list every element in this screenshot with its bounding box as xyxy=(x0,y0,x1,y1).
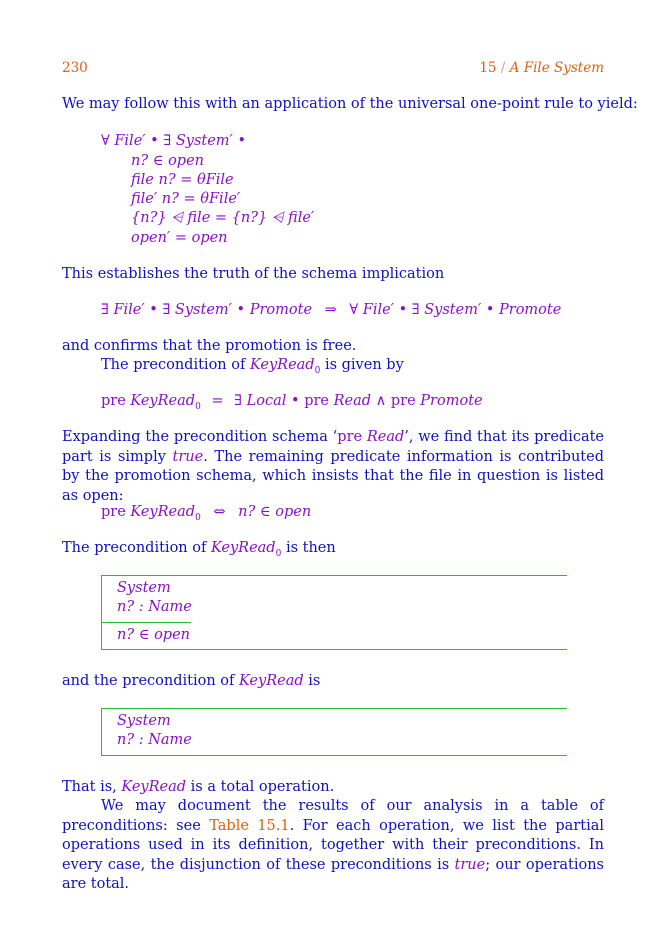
paragraph-9 xyxy=(62,797,604,895)
implies-symbol: ⇒ xyxy=(324,302,337,318)
p9-text-c: ; our operations are total. xyxy=(62,856,604,892)
pre-keyword: pre xyxy=(101,393,126,409)
keyread-name: KeyRead xyxy=(121,779,187,795)
subscript: 0 xyxy=(195,401,201,412)
schema1-top-border xyxy=(101,575,567,576)
pre-keyword: pre xyxy=(101,504,126,520)
formula1-line-1: n? ∈ open xyxy=(131,153,204,169)
keyread-name: KeyRead xyxy=(210,540,276,556)
iff-symbol: ⇔ xyxy=(213,504,226,520)
p6-text-a: The precondition of xyxy=(62,540,211,556)
true-word: true xyxy=(172,448,204,465)
p8-text-b: is a total operation. xyxy=(186,779,335,795)
schema1-decl-system: System xyxy=(117,580,171,596)
formula1-line-3: file′ n? = θFile′ xyxy=(131,191,241,207)
schema1-predicate: n? ∈ open xyxy=(117,627,190,643)
table-reference-link[interactable]: Table 15.1 xyxy=(209,817,290,834)
subscript: 0 xyxy=(275,548,282,559)
keyread-name: KeyRead xyxy=(249,357,315,373)
p5-text-a: Expanding the precondition schema ‘ xyxy=(62,429,338,445)
chapter-separator: / xyxy=(500,60,506,76)
running-header xyxy=(479,60,604,76)
paragraph-5 xyxy=(62,428,604,506)
p5-text-c: . The remaining predicate information is contributed by the promotion schema, which insists that the file in question is listed as open: xyxy=(62,448,604,504)
p9-text-b: . For each operation, we list the partial operations used in its definition, together with their preconditions. In every case, the disjunction of these preconditions is xyxy=(62,817,604,873)
p4-text-b: is given by xyxy=(320,357,404,373)
formula2-right: ∀ File′ • ∃ System′ • Promote xyxy=(349,302,562,318)
formula2-left: ∃ File′ • ∃ System′ • Promote xyxy=(101,302,313,318)
p6-text-b: is then xyxy=(281,540,336,556)
formula3 xyxy=(101,392,483,417)
exists-local: ∃ Local xyxy=(234,393,287,409)
chapter-number: 15 xyxy=(479,60,497,76)
p7-text-b: is xyxy=(303,673,321,689)
schema1-bottom-border xyxy=(101,649,567,650)
p5-text-b: ’, we find that its predicate part is simply xyxy=(62,429,605,465)
keyread-name: KeyRead xyxy=(238,673,304,689)
formula1-line-5: open′ = open xyxy=(131,230,228,246)
pre-keyword: pre xyxy=(304,393,329,409)
formula4-rhs: n? ∈ open xyxy=(238,504,312,520)
schema2-top-border xyxy=(101,708,567,709)
and-symbol: ∧ xyxy=(375,393,387,409)
subscript: 0 xyxy=(314,365,321,376)
p7-text-a: and the precondition of xyxy=(62,673,239,689)
p4-text-a: The precondition of xyxy=(101,357,250,373)
schema2-left-border xyxy=(101,708,102,756)
schema2-bottom-border xyxy=(101,755,567,756)
read-name: Read xyxy=(333,393,372,409)
paragraph-3: and confirms that the promotion is free. xyxy=(62,338,357,354)
equals-symbol: = xyxy=(211,393,224,409)
promote-name: Promote xyxy=(420,393,483,409)
paragraph-2: This establishes the truth of the schema implication xyxy=(62,266,445,282)
paragraph-7 xyxy=(62,672,320,692)
keyread-name: KeyRead xyxy=(130,393,196,409)
formula1-line-2: file n? = θFile xyxy=(131,172,234,188)
formula1-quantifier: ∀ File′ • ∃ System′ • xyxy=(101,133,246,149)
p9-text-a: We may document the results of our analysis in a table of preconditions: see xyxy=(62,798,604,834)
read-name: Read xyxy=(366,429,405,445)
paragraph-4 xyxy=(101,356,404,381)
formula2 xyxy=(101,301,561,321)
paragraph-8 xyxy=(62,778,334,798)
schema2-decl-name: n? : Name xyxy=(117,732,192,748)
keyread-name: KeyRead xyxy=(130,504,196,520)
schema1-divider xyxy=(101,622,191,623)
schema1-left-border xyxy=(101,575,102,650)
paragraph-1: We may follow this with an application of the universal one-point rule to yield: xyxy=(62,96,638,112)
p8-text-a: That is, xyxy=(62,779,122,795)
schema2-decl-system: System xyxy=(117,713,171,729)
formula4 xyxy=(101,503,311,528)
formula1-line-4: {n?} ⩤ file = {n?} ⩤ file′ xyxy=(131,210,315,226)
pre-keyword: pre xyxy=(337,429,363,445)
subscript: 0 xyxy=(195,512,201,523)
paragraph-6 xyxy=(62,539,336,564)
dot-symbol: • xyxy=(291,393,300,409)
true-word: true xyxy=(454,856,486,873)
page-number: 230 xyxy=(62,60,88,76)
pre-keyword: pre xyxy=(390,393,416,409)
schema1-decl-name: n? : Name xyxy=(117,599,192,615)
chapter-title: A File System xyxy=(509,60,604,76)
